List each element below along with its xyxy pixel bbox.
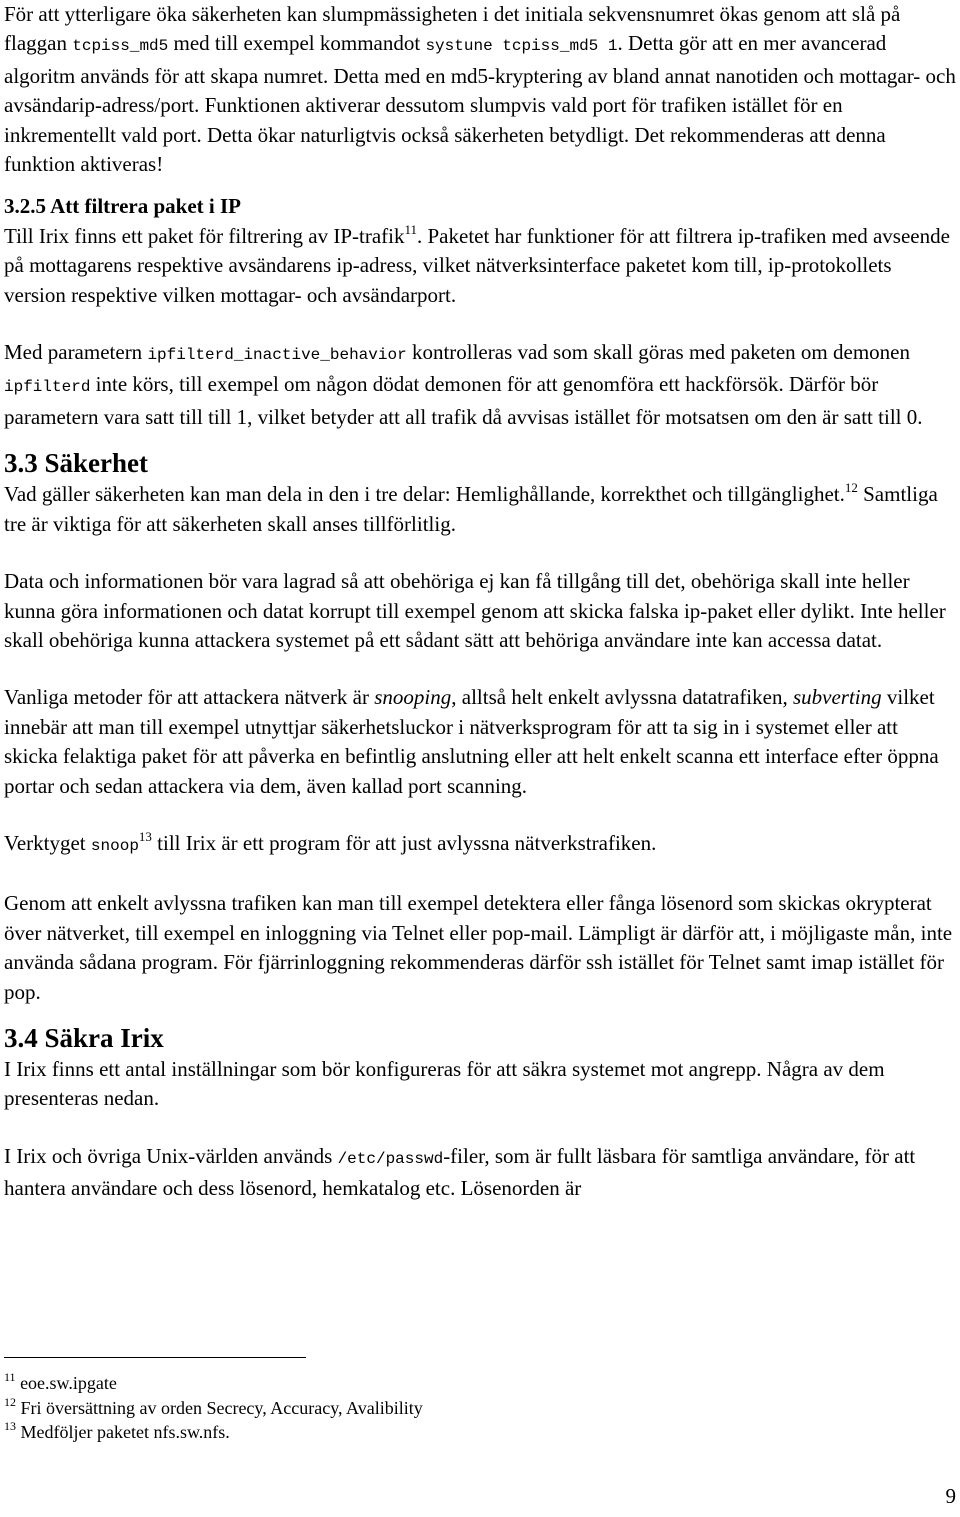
paragraph-ip-filter <box>4 222 956 310</box>
text: , alltså helt enkelt avlyssna datatrafiken, <box>451 685 793 710</box>
footnote-ref-13: 13 <box>138 828 152 844</box>
footnote-number: 11 <box>4 1370 16 1384</box>
text: Verktyget <box>4 830 91 855</box>
paragraph-attack-methods <box>4 683 956 801</box>
paragraph-tcpiss <box>4 0 956 179</box>
text: vilket innebär att man till exempel utnyttjar säkerhetsluckor i nätverksprogram för att ta sig in i systemet eller att skicka felaktiga paket för att påverka en befintlig anslutning eller att helt enkelt scanna ett interface efter öppna portar och sedan attackera via dem, även kallad port scanning. <box>4 685 939 798</box>
code-passwd-path: /etc/passwd <box>337 1149 444 1168</box>
footnote-ref-11: 11 <box>404 221 417 237</box>
document-page <box>4 0 956 1204</box>
footnote-number: 13 <box>4 1419 16 1433</box>
text: kontrolleras vad som skall göras med paketen om demonen <box>406 340 910 365</box>
footnotes <box>4 1371 423 1445</box>
heading-3-4: 3.4 Säkra Irix <box>4 1022 164 1053</box>
text: Till Irix finns ett paket för filtrering av IP-trafik <box>4 223 405 248</box>
paragraph-security <box>4 480 956 539</box>
text: Med parametern <box>4 340 148 365</box>
code-snoop: snoop <box>90 836 139 855</box>
paragraph-snoop <box>4 829 956 861</box>
footnote-11 <box>4 1371 423 1396</box>
code-flag: tcpiss_md5 <box>72 37 169 56</box>
emphasis-subverting: subverting <box>792 685 882 710</box>
emphasis-snooping: snooping <box>374 685 452 710</box>
footnote-12 <box>4 1396 423 1421</box>
paragraph-ipfilterd <box>4 338 956 432</box>
text: . Detta gör att en mer avancerad algoritm används för att skapa numret. Detta med en md5-kryptering av bland annat nanotiden och mottagar- och avsändarip-adress/port. Funktionen aktiverar dessutom slumpvis vald port för trafiken istället för en inkrementellt vald port. Detta ökar naturligtvis också säkerheten betydligt. Det rekommenderas att denna funktion aktiveras! <box>4 31 956 177</box>
text: med till exempel kommandot <box>168 31 426 56</box>
text: Vad gäller säkerheten kan man dela in den i tre delar: Hemlighållande, korrekthet och tillgänglighet. <box>4 482 845 507</box>
footnote-ref-12: 12 <box>844 480 858 496</box>
text: inte körs, till exempel om någon dödat demonen för att genomföra ett hackförsök. Därför bör parametern vara satt till till 1, vilket betyder att all trafik då avvisas istället för motsatsen om den är satt till 0. <box>4 372 923 429</box>
footnote-number: 12 <box>4 1394 16 1409</box>
text: -filer, som är fullt läsbara för samtliga användare, för att hantera användare och dess lösenord, hemkatalog etc. Lösenorden är <box>4 1143 916 1201</box>
text: I Irix och övriga Unix-världen används <box>4 1143 338 1168</box>
footnote-13 <box>4 1420 423 1445</box>
code-daemon: ipfilterd <box>4 378 91 397</box>
heading-3-3: 3.3 Säkerhet <box>4 448 148 479</box>
heading-3-2-5: 3.2.5 Att filtrera paket i IP <box>4 194 241 219</box>
page-number: 9 <box>945 1484 956 1508</box>
paragraph-passwd <box>4 1142 956 1204</box>
paragraph-data-info: Data och informationen bör vara lagrad så att obehöriga ej kan få tillgång till det, obehöriga skall inte heller kunna göra informationen och datat korrupt till exempel genom att skicka falska ip-paket eller dylikt. Inte heller skall obehöriga kunna attackera systemet på ett sådant sätt att behöriga användare inte kan accessa datat. <box>4 569 946 652</box>
footnote-text: eoe.sw.ipgate <box>20 1373 117 1393</box>
footnote-text: Medföljer paketet nfs.sw.nfs. <box>20 1422 230 1442</box>
text: . Paketet har funktioner för att filtrera ip-trafiken med avseende på mottagarens respektive avsändarens ip-adress, vilket nätverksinterface paketet kom till, ip-protokollets version respektive vilken mottagar- och avsändarport. <box>4 223 950 307</box>
text: För att ytterligare öka säkerheten kan slumpmässigheten i det initiala sekvensnumret ökas genom att slå på flaggan <box>4 2 901 56</box>
text: Samtliga tre är viktiga för att säkerheten skall anses tillförlitlig. <box>4 482 938 536</box>
footnote-text: Fri översättning av orden Secrecy, Accuracy, Avalibility <box>20 1397 423 1418</box>
code-parameter: ipfilterd_inactive_behavior <box>147 346 407 365</box>
text: Vanliga metoder för att attackera nätverk är <box>4 685 375 710</box>
paragraph-secure-irix: I Irix finns ett antal inställningar som bör konfigureras för att säkra systemet mot angrepp. Några av dem presenteras nedan. <box>4 1056 885 1111</box>
footnote-separator <box>4 1357 306 1358</box>
paragraph-eavesdrop: Genom att enkelt avlyssna trafiken kan man till exempel detektera eller fånga lösenord som skickas okrypterat över nätverket, till exempel en inloggning via Telnet eller pop-mail. Lämpligt är därför att, i möjligaste mån, inte använda sådana program. För fjärrinloggning rekommenderas därför ssh istället för Telnet samt imap istället för pop. <box>4 891 953 1004</box>
text: till Irix är ett program för att just avlyssna nätverkstrafiken. <box>151 830 657 855</box>
code-command: systune tcpiss_md5 1 <box>425 37 618 56</box>
